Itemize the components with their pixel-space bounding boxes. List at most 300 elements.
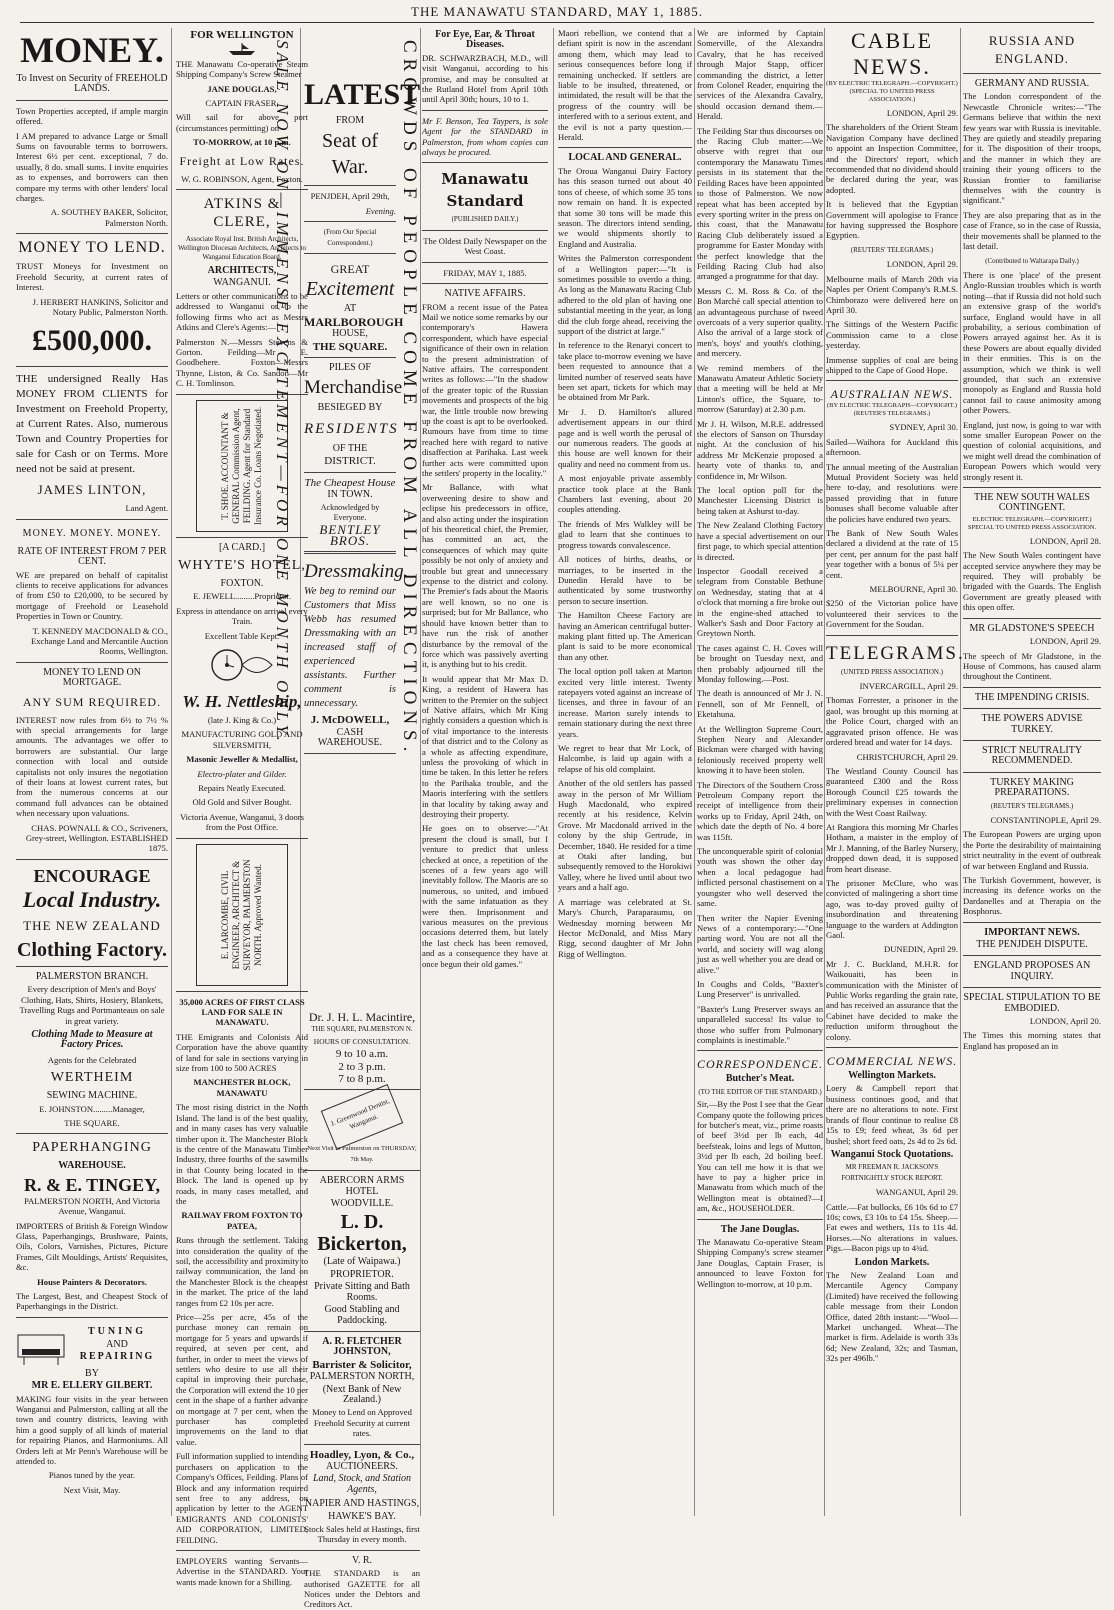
divider xyxy=(16,233,168,234)
native-text: FROM a recent issue of the Patea Mail we notice some remarks by our contemporary's Hawera correspondent, which have especial significance of their own in relation to the present administration of Native affairs. The correspondent writes as follows:—"In the shadow of the greater topic of the Russian movements and prospects of the big war, the little trouble now brewing up the coast is apt to be overlooked. Rumours have from time to time reached here with regard to native disaffection at Parihaka. Last week further acts were committed upon the settlers' property in the locality." xyxy=(422,301,549,478)
express-text: Express in attendance on arrival every Train. xyxy=(176,605,308,627)
stabling-text: Good Stabling and Paddocking. xyxy=(324,1304,400,1326)
market-item: Cattle.—Fat bullocks, £6 10s 6d to £7 10s; cows, £3 10s to £4 15s. Sheep.—Fat ewes and wethers, 11s to 11s 4d. Horses.—No alterations in values. Pigs.—Bacon pigs up to 4¾d. xyxy=(826,1201,958,1254)
divider xyxy=(697,1219,823,1220)
aus-item: Sailed—Waihora for Auckland this afternoon. xyxy=(826,436,958,458)
news-item: We remind members of the Manawatu Amateur Athletic Society that a meeting will be held at Mr Linton's office, the Square, to-morrow (Saturday) at 2.30 p.m. xyxy=(697,362,823,415)
telegrams-heading: TELEGRAMS. xyxy=(826,642,965,664)
money-heading: MONEY. xyxy=(20,30,164,70)
news-item: The unconquerable spirit of colonial youth was shown the other day when a local pedagogue had inflicted personal chastisement on a youngster who well deserved the same. xyxy=(697,846,823,909)
acknowledged-text: Acknowledged by Everyone. xyxy=(320,502,380,522)
news-item: We are informed by Captain Somerville, of the Alexandra Cavalry, that he has received through Major Stapp, officer commanding the district, a letter from Colonel Reader, enquiring the services of the Alexandra Cavalry, should occasion demand them.—Herald. xyxy=(697,28,823,122)
from-text: FROM xyxy=(335,115,365,126)
market-sub: MR FREEMAN R. JACKSON'S FORTNIGHTLY STOCK REPORT. xyxy=(841,1163,943,1182)
manager-text: E. JOHNSTON.........Manager, xyxy=(39,1103,145,1114)
abercorn-heading: ABERCORN ARMS HOTEL xyxy=(319,1175,405,1197)
bentley-heading: BENTLEY BROS. xyxy=(319,522,381,548)
piano-icon xyxy=(16,1323,66,1367)
freight-heading: Freight at Low Rates. xyxy=(179,153,305,168)
masthead xyxy=(20,4,1094,23)
tel-item: At Rangiora this morning Mr Charles Hotham, a maister in the employ of Mr J. Manning, of the Barley Nursery, dropped down dead, it is supposed from heart disease. xyxy=(826,821,958,874)
nsw-item: The New South Wales contingent have accepted service anywhere they may be required. They will probably be brigaded with the Guards. The English Government are greatly pleased with this open offer. xyxy=(963,550,1101,613)
divider xyxy=(963,740,1101,741)
war-item: There is one 'place' of the present Anglo-Russian troubles which is worth noting—that if Russia did not hold such an extensive grasp of the world's surface, England would have in all probability, a serious combination of Powers arrayed against her. As it is these Powers are about equally divided in their enmities. This is on the assumption, which we think is well grounded, that such an extensive monopoly as England and Russia hold cannot fail to cause animosity among other Powers. xyxy=(963,269,1101,416)
piles-text: PILES OF xyxy=(329,362,371,374)
block-text: The most rising district in the North Island. The land is of the best quality, and in many cases has very valuable timber upon it. The Manchester Block is the centre of the Manawatu Timber Industry, three fourths of the sawmills in that County being located in the Block. The land is opened up by roads, in many cases metalled, and the xyxy=(176,1102,308,1206)
nettleship-address: Victoria Avenue, Wanganui, 3 doors from the Post Office. xyxy=(179,811,304,833)
ship-date: TO-MORROW, at 10 p.m. xyxy=(193,137,291,148)
nz-heading: THE NEW ZEALAND xyxy=(23,917,161,933)
cable-sub: (BY ELECTRIC TELEGRAPH.—COPYRIGHT.) (SPECIAL TO UNITED PRESS ASSOCIATION.) xyxy=(826,80,958,103)
gladstone-item: The speech of Mr Gladstone, in the House of Commons, has caused alarm throughout the Continent. xyxy=(963,650,1101,682)
crisis-heading: THE IMPENDING CRISIS. xyxy=(974,691,1090,703)
gilbert-name: MR E. ELLERY GILBERT. xyxy=(31,1380,153,1392)
tuning-block xyxy=(16,1323,168,1367)
lend-heading: MONEY TO LEND. xyxy=(18,239,166,257)
divider xyxy=(304,472,396,473)
nzbank-text: (Next Bank of New Zealand.) xyxy=(322,1383,402,1405)
gladstone-heading: MR GLADSTONE'S SPEECH xyxy=(969,622,1095,634)
contributed-label: (Contributed to Waltarapa Daily.) xyxy=(985,256,1079,265)
sale-vertical-strip xyxy=(272,40,296,1120)
divider xyxy=(16,366,168,367)
column-7 xyxy=(826,28,965,1516)
divider xyxy=(304,357,396,358)
marlborough-heading: MARLBOROUGH xyxy=(304,314,404,329)
paperhanging-heading: PAPERHANGING xyxy=(32,1140,152,1156)
acres-text: THE Emigrants and Colonists Aid Corporation have the above quantity of land for sale in sections varying in size from 100 to 500 ACRES xyxy=(176,1031,308,1074)
war-item: England, just now, is going to war with some smaller European Power on the question of colonial acquisitions, and we might well dread the combination of European Powers which would very strongly resent it. xyxy=(963,419,1101,482)
divider xyxy=(826,635,958,636)
times-item: The Times this morning states that England has proposed an in xyxy=(963,1030,1101,1051)
painters-text: House Painters & Decorators. xyxy=(37,1276,147,1287)
divider xyxy=(422,110,548,111)
dressmaking-heading: Dressmaking. xyxy=(304,561,409,583)
private-text: Private Sitting and Bath Rooms. xyxy=(314,1281,410,1303)
hours-heading: HOURS OF CONSULTATION. xyxy=(313,1036,411,1046)
table-text: Excellent Table Kept. xyxy=(204,630,280,641)
australian-heading: AUSTRALIAN NEWS. xyxy=(830,387,954,402)
benson-text: Mr F. Benson, Tea Taypers, is sole Agent for the STANDARD in Palmerston, from whom copies can always be procured. xyxy=(422,115,548,158)
atkins-sub: Associate Royal Inst. British Architects, Wellington Diocesan Architects, Architects to Wanganui Education Board. xyxy=(178,235,306,262)
barrister-heading: Barrister & Solicitor, xyxy=(312,1358,412,1371)
branch-text: Every description of Men's and Boys' Clothing, Hats, Shirts, Hosiery, Blankets, Travelling Rugs and Portmanteaus on sale in great variety. xyxy=(19,984,165,1026)
auctioneers-text: AUCTIONEERS. xyxy=(326,1460,398,1472)
divider xyxy=(697,1050,823,1051)
whyte-heading: WHYTE'S HOTEL, xyxy=(178,557,306,573)
bickerton-late: (Late of Waipawa.) xyxy=(323,1256,401,1268)
atkins-heading: ATKINS & CLERE, xyxy=(203,196,281,231)
divider xyxy=(963,73,1101,74)
local-item: The friends of Mrs Walkley will be glad to learn that she continues to progress towards convalescence. xyxy=(558,518,692,550)
dressmaking-text: We beg to remind our Customers that Miss Webb has resumed Dressmaking with an increased staff of experienced assistants. Further comment is unnecessary. xyxy=(304,586,396,710)
woodville-text: WOODVILLE. xyxy=(330,1198,394,1210)
amount-heading: £500,000. xyxy=(32,324,152,358)
column-4 xyxy=(422,28,548,1516)
divider xyxy=(963,772,1101,773)
vr-text: V. R. xyxy=(351,1554,373,1566)
block-text-4: Full information supplied to intending purchasers on application to the Company's Offices, Feilding. Plans of Block and any information required sent free to any address, on application by letter to the AGENT EMIGRANTS AND COLONISTS' AID CORPORATION, LIMITED, FEILDING. xyxy=(176,1451,308,1545)
hours-3: 7 to 8 p.m. xyxy=(338,1073,386,1086)
gilbert-text: MAKING four visits in the year between Wanganui and Palmerston, calling at all the town and country districts, leaving with him a good supply of all kinds of material for repairing Pianos, and Harmoniums. All Orders left at Mr Penn's Warehouse will be attended to. xyxy=(16,1393,168,1467)
correspondent-text: (From Our Special Correspondent.) xyxy=(323,228,377,247)
jane-heading: The Jane Douglas. xyxy=(720,1223,800,1235)
news-item: Mr J. H. Wilson, M.R.E. addressed the electors of Sanson on Thursday night. At the conclusion of his address Mr McKenzie proposed a hearty vote of thanks to, and confidence in, Mr Wilson. xyxy=(697,418,823,481)
mortgage-signature: CHAS. POWNALL & CO., Scriveners, Grey-street, Wellington. ESTABLISHED 1875. xyxy=(25,822,168,854)
wertheim-heading: WERTHEIM xyxy=(50,1070,134,1086)
divider xyxy=(304,185,396,186)
jewell-text: E. JEWELL.........Proprietor. xyxy=(193,591,291,602)
nettleship-masonic: Masonic Jeweller & Medallist, xyxy=(186,754,298,765)
local-item: Another of the old settlers has passed away in the person of Mr William Hugh Macdonald, who expired recently at his residence, Kelvin Grove. Mr Macdonald arrived in the colony by the ship Gertrude, in December, 1840. He resided for a time at Otaki after landing, but subsequently removed to the Horokiwi Valley, where he lived until about two years and a half ago. xyxy=(558,778,692,893)
ship-captain: CAPTAIN FRASER, xyxy=(205,98,279,109)
local-industry-heading: Local Industry. xyxy=(22,886,162,912)
dentist-visit: Next Visit to Palmerston on THURSDAY, 7th May. xyxy=(307,1145,417,1163)
eye-text: DR. SCHWARZBACH, M.D., will visit Wanganui, according to his promise, and may be consulted at the Rutland Hotel from April 10th until April 30th; hours, 10 to 1. xyxy=(422,52,548,105)
divider xyxy=(16,966,168,967)
news-item: At the Wellington Supreme Court, Stephen Neary and Alexander Bickman were charged with having feloniously received property well knowing it to have been stolen. xyxy=(697,723,823,776)
divider xyxy=(16,1317,168,1318)
eye-heading: For Eye, Ear, & Throat Diseases. xyxy=(435,29,535,51)
russia-england-heading: RUSSIA AND ENGLAND. xyxy=(988,33,1076,66)
butcher-text: Sir,—By the Post I see that the Gear Company quote the following prices for butcher's meat, viz., prime roasts of beef 3½d per lb each, 4d beefsteak, loins and legs of Mutton, 3½d per lb each, 2d boiling beef. You can tell me how it is that we have to pay a higher price in Manawatu from which much of the Wellington meat is obtained?—I am, &c., HOUSEHOLDER. xyxy=(697,1099,823,1214)
clothing-factory-heading: Clothing Factory. xyxy=(17,938,167,961)
next-visit-text: Next Visit, May. xyxy=(63,1484,121,1495)
ship-text: THE Manawatu Co-operative Steam Shipping Company's Screw Steamer xyxy=(176,58,308,80)
divider xyxy=(16,1133,168,1134)
divider xyxy=(963,687,1101,688)
england-proposes-heading: ENGLAND PROPOSES AN INQUIRY. xyxy=(973,960,1091,982)
spacer xyxy=(304,28,396,76)
card-label: [A CARD.] xyxy=(218,541,266,553)
cable-item: Melbourne mails of March 20th via Naples per Orient Company's R.M.S. Chimborazo were delivered here on April 30. xyxy=(826,273,958,315)
cable-item: Immense supplies of coal are being shipped to the Cape of Good Hope. xyxy=(826,354,958,375)
district-text: DISTRICT. xyxy=(324,455,376,468)
evening-text: Evening. xyxy=(365,205,396,216)
agents-text: Agents for the Celebrated xyxy=(47,1054,137,1065)
market-item: The New Zealand Loan and Mercantile Agency Company (Limited) have received the following cable message from their London Office, dated 28th instant:—"Wool—Market unchanged. Wheat—The market is firm. Adelaide is worth 33s 6d; New Zealand, 32s; and Tasman, 32s per 496lb." xyxy=(826,1269,958,1364)
stipulation-heading: SPECIAL STIPULATION TO BE EMBODIED. xyxy=(963,992,1101,1014)
excitement-heading: Excitement xyxy=(305,278,395,301)
divider xyxy=(826,380,958,381)
ship-icon xyxy=(227,42,257,56)
palmerston-text: PALMERSTON NORTH, xyxy=(309,1371,415,1383)
seat-heading: Seat of War. xyxy=(321,130,379,179)
divider xyxy=(963,955,1101,956)
divider xyxy=(176,1550,308,1551)
local-item: We regret to hear that Mr Lock, of Halcombe, is laid up again with a relapse of his old complaint. xyxy=(558,743,692,774)
block-text-3: Price—25s per acre, 45s of the purchase money can remain on mortgage for 5 years and upwards if required, at seven per cent, and further, in order to meet the views of settlers who desire to use all their capital in improving their purchase, the Corporation will extend the 10 per cent in the shape of a further advance on mortgage at 7 per cent, when the purchaser has completed improvements on the land to that value. xyxy=(176,1312,308,1447)
dispute-heading: THE PENJDEH DISPUTE. xyxy=(976,939,1088,951)
cable-item: The Sittings of the Western Pacific Commission came to a close yesterday. xyxy=(826,319,958,351)
column-rule xyxy=(553,28,554,1516)
divider xyxy=(304,1089,420,1090)
commercial-heading: COMMERCIAL NEWS. xyxy=(826,1054,958,1069)
to-editor-text: (TO THE EDITOR OF THE STANDARD.) xyxy=(698,1087,822,1096)
market-item: Loery & Campbell report that business continues good, and that there are no alterations to note. First brands of flour continue to realise £8 15s to £9; feed wheat, 3s 6d per bushel; short feed oats, 2s 4d to 2s 6d. xyxy=(826,1083,958,1146)
penjdeh-date: PENJDEH, April 29th, xyxy=(310,191,390,202)
divider xyxy=(304,753,396,754)
lend-text: TRUST Moneys for Investment on Freehold Security, at current rates of Interest. xyxy=(16,261,168,293)
native-heading: NATIVE AFFAIRS. xyxy=(444,288,526,300)
divider xyxy=(16,859,168,860)
measure-text: Clothing Made to Measure at Factory Prices. xyxy=(31,1028,153,1051)
divider xyxy=(16,662,168,663)
wellington-heading: FOR WELLINGTON xyxy=(190,29,294,41)
nsw-heading: THE NEW SOUTH WALES CONTINGENT. xyxy=(973,492,1090,514)
native-text: It would appear that Mr Max D. King, a resident of Hawera has written to the Premier on the subject of Native affairs, which Mr King rightly considers a question which is of vital importance to the interests of that district and to the Colony as a whole as affecting expenditure, unless the provoking of which in time be taken. In this letter he refers to the Parihaka trouble, and the Maoris interfering with the settlers in that locality by taking away and destroying their property. xyxy=(422,673,548,819)
land-text: Land, Stock, and Station Agents, xyxy=(312,1473,412,1495)
news-item: Inspector Goodall received a telegram from Constable Bethune on Wednesday, stating that at 4 o'clock that morning a fire broke out in the engine-shed attached to Walker's Sash and Door Factory at Greytown North. xyxy=(697,565,823,639)
dentist-card: J. Greenwood Dentist, Wanganui. xyxy=(321,1084,403,1150)
published-text: (PUBLISHED DAILY.) xyxy=(451,215,519,224)
paper-title: Manawatu Standard xyxy=(441,170,529,211)
by-text: BY xyxy=(85,1367,99,1379)
tingey-address: PALMERSTON NORTH, And Victoria Avenue, Wanganui. xyxy=(24,1195,160,1217)
divider xyxy=(963,618,1101,619)
square-text: THE SQUARE. xyxy=(312,340,388,353)
germany-heading: GERMANY AND RUSSIA. xyxy=(974,78,1090,89)
news-item: The cases against C. H. Coves will be brought on Tuesday next, and then probably adjourned till the Monday following.—Post. xyxy=(697,642,823,684)
dateline: DUNEDIN, April 29. xyxy=(884,944,958,955)
tingey-text: IMPORTERS of British & Foreign Window Glass, Paperhangings, Brushware, Paints, Oils, Colors, Varnishes, Pictures, Picture Frames, Gilt Mouldings, Artists' Requisites, &c. xyxy=(16,1220,168,1273)
local-item: All notices of births, deaths, or marriages, to be inserted in the Dunedin Herald have to be authenticated by some trustworthy person to secure insertion. xyxy=(558,554,692,606)
dateline: LONDON, April 29. xyxy=(886,108,958,118)
robinson-text: W. G. ROBINSON, Agent, Foxton. xyxy=(181,173,303,184)
cable-heading: CABLE NEWS. xyxy=(850,28,934,79)
divider xyxy=(963,708,1101,709)
dateline: LONDON, April 28. xyxy=(1029,535,1101,546)
important-heading: IMPORTANT NEWS. xyxy=(984,926,1080,938)
foxton-text: FOXTON. xyxy=(220,577,264,589)
ship-name: JANE DOUGLAS, xyxy=(207,83,277,94)
column-8 xyxy=(963,28,1101,1516)
oldest-text: The Oldest Daily Newspaper on the West Coast. xyxy=(423,235,547,257)
turkey-heading: TURKEY MAKING PREPARATIONS. xyxy=(990,776,1074,799)
masthead-title: THE MANAWATU STANDARD, MAY 1, 1885. xyxy=(411,4,703,19)
money-text: I AM prepared to advance Large or Small Sums on favourable terms to borrowers. Interest 6½ per cent. exceptional, 7 do. usually, 8 do. small sums. I invite enquiries as to expenses, and borrowers can then compare my terms with other lenders' local charges. xyxy=(16,130,168,204)
divider xyxy=(422,162,548,163)
correspondence-heading: CORRESPONDENCE. xyxy=(697,1057,823,1072)
ship-text-2: Will sail for above port (circumstances permitting) on xyxy=(176,112,308,133)
architects-heading: ARCHITECTS, xyxy=(207,265,277,277)
dateline: INVERCARGILL, April 29. xyxy=(859,681,958,692)
larcombe-advert-text: E. LARCOMBE, CIVIL ENGINEER, ARCHITECT & SURVEYOR, PALMERSTON NORTH. Approved Wanted. xyxy=(220,858,263,971)
cash-text: CASH WAREHOUSE. xyxy=(317,726,383,748)
tel-item: Mr J. C. Buckland, M.H.R. for Waikouaiti, has been in communication with the Minister of Public Works regarding the grain rate, and has received an assurance that the Cabinet have decided to make the reduction uniform throughout the colony. xyxy=(826,958,958,1042)
dateline: MELBOURNE, April 30. xyxy=(869,584,958,595)
tuning-heading: TUNING xyxy=(87,1326,146,1338)
divider xyxy=(304,221,396,222)
mortgage-text: INTEREST now rules from 6½ to 7½ % with special arrangements for large amounts. The advantages we offer to borrowers are substantial. Our large connection with local and outside capitalists not only insures the negotiation of their loans at lowest current rates, but from the numerous concerns at our command full advances can be obtained when necessary upon valuations. xyxy=(16,714,168,819)
dateline: LONDON, April 29. xyxy=(1029,636,1101,647)
shoe-advert-text: T. SHOE. ACCOUNTANT & GENERAL Commission Agent, FEILDING. Agent for Standard Insurance Co. Loans Negotiated. xyxy=(220,406,263,525)
divider xyxy=(304,1444,420,1445)
divider xyxy=(963,987,1101,988)
latest-heading: LATEST xyxy=(304,78,421,111)
news-item: In Coughs and Colds, "Baxter's Lung Preserver" is unrivalled. xyxy=(697,978,823,1000)
news-item: The Feilding Star thus discourses on the Racing Club matter:—We observe with regret that our contemporary the Manawatu Times persists in its statement that the Feilding Races have been appointed to those of Palmerston. We now repeat what has been accepted by every sporting writer in the press on this coast, that the Manawatu Racing Club deliberately issued a programme for Easter Monday with the perfect knowledge that the Feilding Racing Club had also arranged a programme for that day. xyxy=(697,125,823,282)
nettleship-mf: MANUFACTURING GOLD AND SILVERSMITH, xyxy=(181,729,303,750)
money-lend-text: Money to Lend on Approved Freehold Security at current rates. xyxy=(312,1407,412,1439)
wanganui-stock-heading: Wanganui Stock Quotations. xyxy=(830,1148,954,1160)
dateline: WANGANUI, April 29. xyxy=(875,1187,958,1198)
money3-rate: RATE OF INTEREST FROM 7 PER CENT. xyxy=(17,545,167,568)
column-rule xyxy=(960,28,961,1516)
cable-item: It is believed that the Egyptian Government will apologise to France for having suppressed the Bosphore Egyptien. xyxy=(826,199,958,241)
divider xyxy=(304,1331,420,1332)
money3-heading: MONEY. MONEY. MONEY. xyxy=(22,527,162,539)
local-item: Mr J. D. Hamilton's allured advertisement appears in our third page and is well worth the perusal of our numerous readers. The goods at this house are well known for their quality and need no comment from us. xyxy=(558,406,692,469)
column-1 xyxy=(16,28,168,1516)
native-text: Mr Ballance, with what overweening desire to show and eclipse his predecessors in office, and also acting under the inspiration of his theoretical chief, the Premier, has committed an act, the consequences of which may quite possibly be not only of anxiety and trouble but great and unnecessary expense to the district and colony. The Premier's fads about the Maoris are well known, so no one is surprised; but for Mr Ballance, who should have known better than to have run the risk of another disturbance by the removal of the force which was passively averting it, is anything but to his credit. xyxy=(422,482,548,670)
news-item: The death is announced of Mr J. N. Fennell, son of Mr Fennell, of Eketahuna. xyxy=(697,688,823,720)
napier-text: NAPIER AND HASTINGS, xyxy=(304,1498,420,1510)
any-sum-heading: ANY SUM REQUIRED. xyxy=(22,694,162,709)
dateline: CHRISTCHURCH, April 29. xyxy=(856,751,958,762)
block-text-2: Runs through the settlement. Taking into consideration the quality of the soil, the accessibility and proximity to railway communication, the land on the Manchester Block is the cheapest in the market. The price of the land ranges from £2 10s per acre. xyxy=(176,1235,308,1308)
money3-text: WE are prepared on behalf of capitalist clients to receive applications for advances of from £50 to £20,000, to be secured by mortgage of Freehold or Leasehold Properties in Town or Country. xyxy=(16,569,168,622)
divider xyxy=(16,519,168,520)
fletcher-heading: A. R. FLETCHER JOHNSTON, xyxy=(322,1335,402,1358)
branch-heading: PALMERSTON BRANCH. xyxy=(35,970,149,982)
residents-heading: RESIDENTS xyxy=(304,420,399,437)
column-3-lower xyxy=(304,1010,420,1610)
column-5 xyxy=(558,28,692,1516)
nettleship-heading: W. H. Nettleship, xyxy=(182,691,302,711)
atkins-agents: Palmerston N.—Messrs Stevens & Gorton. Feilding—Mr E. Goodbehere. Foxton—Messrs Thynne, Liston, & Co. Sandon—Mr C. H. Tomlinson. xyxy=(176,336,308,389)
divider xyxy=(826,1047,958,1048)
hoadley-heading: Hoadley, Lyon, & Co., xyxy=(309,1448,415,1461)
tingey-heading: R. & E. TINGEY, xyxy=(23,1174,161,1195)
bickerton-heading: L. D. Bickerton, xyxy=(317,1211,407,1256)
nettleship-repairs: Repairs Neatly Executed. xyxy=(198,783,286,793)
encourage-heading: ENCOURAGE xyxy=(33,865,151,886)
turkey-item: The European Powers are urging upon the Porte the desirability of maintaining strict neutrality in the event of outbreak of war between England and Russia. xyxy=(963,829,1101,871)
clients-text: THE undersigned Really Has MONEY FROM CLIENTS for Investment on Freehold Property, at Current Rates. Also, numerous Town and Country Properties for sale for Cash or on Terms. More need not be said at present. xyxy=(16,373,168,476)
war-item: The London correspondent of the Newcastle Chronicle writes:—"The Germans believe that within the next few years war with Russia is inevitable. They are quietly and steadily preparing for it. The disposition of their troops, and the manner in which they are training their young officers to the Russian frontier to familiarise themselves with the country is significant." xyxy=(963,91,1101,206)
atkins-text: Letters or other communications to be addressed to Wanganui or to the following firms who act as Messrs Atkins and Clere's Agents:— xyxy=(176,290,308,333)
reuter-label: (REUTER'S TELEGRAMS.) xyxy=(990,801,1074,810)
money3-signature: T. KENNEDY MACDONALD & CO., Exchange Land and Mercantile Auction Rooms, Wellington. xyxy=(31,625,168,657)
news-item: "Baxter's Lung Preserver sways an unparalleled success! Its value to those who suffer from Pulmonary complaints is inestimable." xyxy=(697,1003,823,1045)
merchandise-heading: Merchandise xyxy=(304,377,403,399)
great-text: GREAT xyxy=(330,262,370,277)
divider xyxy=(963,487,1101,488)
divider xyxy=(304,1170,420,1171)
aus-item: The Bank of New South Wales declared a dividend at the rate of 15 per cent, per annum for the past half year together with a bonus of 5¼ per cent. xyxy=(826,528,958,580)
warehouse-heading: WAREHOUSE. xyxy=(58,1160,126,1172)
wanganui-text: WANGANUI. xyxy=(213,277,271,289)
repairing-heading: REPAIRING xyxy=(79,1351,155,1363)
column-rule xyxy=(824,28,825,1516)
dateline: LONDON, April 29. xyxy=(886,259,958,270)
local-heading: LOCAL AND GENERAL. xyxy=(568,152,682,164)
nettleship-electro: Electro-plater and Gilder. xyxy=(197,768,287,779)
turkey-item: The Turkish Government, however, is increasing its defence works on the Dardanelles and at Therapia on the Bosphorus. xyxy=(963,875,1101,917)
nettleship-old: Old Gold and Silver Bought. xyxy=(192,797,292,808)
column-rule xyxy=(171,28,172,1516)
divider xyxy=(422,230,548,231)
news-item: Then writer the Napier Evening News of a contemporary:—"One parting word. You are not all the world, and society will wag along just as well whether you are dead or alive." xyxy=(697,912,823,975)
tel-item: The Westland County Council has guaranteed £300 and the Ross Borough Council £25 towards the preliminary expenses in connection with the West Coast Railway. xyxy=(826,765,958,818)
column-rule xyxy=(694,28,695,1516)
gazette-text: THE STANDARD is an authorised GAZETTE for all Notices under the Debtors and Creditors Act. xyxy=(304,1568,420,1610)
house-text: HOUSE, xyxy=(332,328,368,340)
mortgage-heading: MONEY TO LEND ON MORTGAGE. xyxy=(43,666,141,689)
dateline: SYDNEY, April 30. xyxy=(889,422,958,433)
macintire-address: THE SQUARE, PALMERSTON N. xyxy=(311,1025,413,1034)
hours-2: 2 to 3 p.m. xyxy=(338,1060,386,1073)
divider xyxy=(304,253,396,254)
local-item: The local option poll taken at Marton excited very little interest. Twenty ratepayers voted against an increase of licenses, and three in favour of an increase. Marton surely intends to remain stationary during the next three years. xyxy=(558,666,692,739)
reuter-label: (REUTERS' TELEGRAMS.) xyxy=(850,245,934,254)
mcdowell-heading: J. McDOWELL, xyxy=(310,714,390,727)
column-6 xyxy=(697,28,823,1516)
neutrality-heading: STRICT NEUTRALITY RECOMMENDED. xyxy=(981,744,1083,767)
news-item: Messrs C. M. Ross & Co. of the Bon Marché call special attention to an advantageous purchase of tweed overcoats of a very superior quality. Also the arrival of a large stock of men's, boys' and youth's clothing, and mercery. xyxy=(697,285,823,359)
hawkes-text: HAWKE'S BAY. xyxy=(328,1510,396,1522)
war-item: They are also preparing that as in the case of France, so in the case of Russia, their movements shall be planned to the last detail. xyxy=(963,209,1101,252)
local-item: The Hamilton Cheese Factory are having an American centrifugal butter-making plant fitted up. The American plant is said to be more economical than any other. xyxy=(558,610,692,662)
telegrams-sub: (UNITED PRESS ASSOCIATION.) xyxy=(840,667,944,676)
london-markets-heading: London Markets. xyxy=(854,1256,930,1268)
local-item: A marriage was celebrated at St. Mary's Church, Paraparaumu, on Wednesday morning between Mr Hector McDonald, and Miss Mary Rigg, second daughter of Mr John Rigg of Wellington. xyxy=(558,896,692,959)
divider xyxy=(304,551,396,554)
sales-text: Stock Sales held at Hastings, first Thursday in every month. xyxy=(304,1524,420,1545)
linton-role: Land Agent. xyxy=(125,503,168,514)
nettleship-late: (late J. King & Co.) xyxy=(207,714,277,725)
acres-heading: 35,000 ACRES OF FIRST CLASS LAND FOR SALE IN MANAWATU. xyxy=(179,996,305,1028)
tel-item: The prisoner McClure, who was convicted of malingering a short time ago, was to-day proved guilty of insubordination and threatening language to the warders at Addington Gaol. xyxy=(826,877,958,940)
native-text: He goes on to observe:—"At present the cloud is small, but I venture to predict that unless checked at once, a repetition of the scenes of a few years ago will inevitably follow. The Maoris are so numerous, so united, and imbued with the same infatuation as they were then. Imprisonment and various measures on the previous occasions deterred them, but lately the last check has been removed, and as a consequence they have at once begun their old games." xyxy=(422,823,548,969)
australian-sub: (BY ELECTRIC TELEGRAPH—COPYRIGHT.) (REUTER'S TELEGRAMS.) xyxy=(826,402,958,418)
at-text: AT xyxy=(343,303,357,315)
tingey-text-2: The Largest, Best, and Cheapest Stock of Paperhangings in the District. xyxy=(16,1291,168,1312)
nsw-sub: ELECTRIC TELEGRAPH.—COPYRIGHT.) SPECIAL TO UNITED PRESS ASSOCIATION. xyxy=(967,515,1097,531)
local-item: The Oroua Wanganui Dairy Factory has this season turned out about 40 tons of cheese, of which some 35 tons now remain on hand. It is expected that some 30 tons will be made this season. The directors intend sending, we would shipments shortly to England and Australia. xyxy=(558,165,692,249)
divider xyxy=(304,1550,420,1551)
date-text: FRIDAY, MAY 1, 1885. xyxy=(443,267,527,278)
proprietor-text: PROPRIETOR. xyxy=(330,1268,394,1280)
aus-item: The annual meeting of the Australian Mutual Provident Society was held here to-day, and resolutions were passed providing that in future bonuses shall become valuable after the policies have endured two years. xyxy=(826,461,958,524)
sale-vertical-text: SALE NOW ON—IMMENSE EXCITEMENT—FOR ONE MONTH ONLY. xyxy=(273,40,292,745)
local-item: A most enjoyable private assembly practice took place at the Bank Chambers last evening, about 20 couples attending. xyxy=(558,473,692,515)
divider xyxy=(422,283,548,284)
ofthe-text: OF THE xyxy=(332,442,368,454)
money-sub: To Invest on Security of FREEHOLD LANDS. xyxy=(16,73,168,95)
butcher-heading: Butcher's Meat. xyxy=(725,1073,795,1085)
divider xyxy=(16,100,168,101)
local-item: In reference to the Renaryi concert to take place to-morrow evening we have been requested to announce that a limited number of reserved seats have been set apart, tickets for which may be obtained from Mr Park. xyxy=(558,340,692,403)
cheapest-text: The Cheapest House xyxy=(304,476,396,489)
dateline: LONDON, April 20. xyxy=(1029,1016,1101,1027)
money-signature: A. SOUTHEY BAKER, Solicitor, Palmerston North. xyxy=(50,207,168,228)
cable-item: The shareholders of the Orient Steam Navigation Company have declined to appoint an Inspection Committee, and the Directors' report, which recommended that no dividend should be declared during the year, was adopted. xyxy=(826,122,958,195)
sewing-heading: SEWING MACHINE. xyxy=(46,1090,138,1102)
news-item: The Directors of the Southern Cross Petroleum Company report the receipt of intelligence from their works up to Friday, April 24th, on which date the depth of No. 4 bore was 115ft. xyxy=(697,779,823,842)
divider xyxy=(422,262,548,263)
and-text: AND xyxy=(106,1338,128,1350)
block-heading: MANCHESTER BLOCK, MANAWATU xyxy=(193,1077,291,1098)
crowds-vertical-text: CROWDS OF PEOPLE COME FROM ALL DIRECTIONS. xyxy=(399,40,420,758)
divider xyxy=(558,147,692,148)
wellington-markets-heading: Wellington Markets. xyxy=(848,1070,936,1082)
rebel-text: Maori rebellion, we contend that a defiant spirit is now in the ascendant among them, which may lead to serious consequences before long if remaining unchecked. If settlers are liable to be insulted, threatened, or intimidated, the result will be that the progress of the country will be interfered with to a serious extent, and the evil is not a party question.—Herald. xyxy=(558,28,692,143)
in-town-text: IN TOWN. xyxy=(327,489,373,501)
railway-heading: RAILWAY FROM FOXTON TO PATEA, xyxy=(181,1210,303,1231)
local-item: Writes the Palmerston correspondent of a Wellington paper:—"It is sometimes possible to overdo a thing. As long as the Manawatu Racing Club adhered to the old plan of having one substantial meeting in the year, as long did the club forge ahead, receiving the support of the district at large." xyxy=(558,253,692,336)
